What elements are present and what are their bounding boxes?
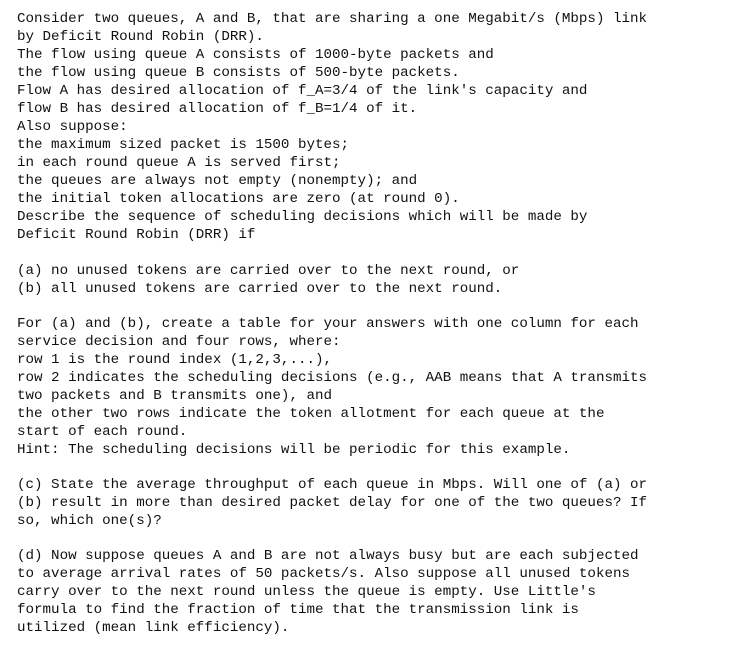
text-line: in each round queue A is served first;: [17, 155, 341, 171]
text-line: carry over to the next round unless the queue is empty. Use Little's: [17, 584, 596, 600]
text-line: formula to find the fraction of time that the transmission link is: [17, 602, 579, 618]
text-line: utilized (mean link efficiency).: [17, 620, 290, 636]
question-part-c: (c) State the average throughput of each queue in Mbps. Will one of (a) or: [17, 477, 648, 493]
text-line: the initial token allocations are zero (at round 0).: [17, 191, 460, 207]
text-line: flow B has desired allocation of f_B=1/4 of it.: [17, 101, 418, 117]
text-line: Describe the sequence of scheduling decisions which will be made by: [17, 209, 588, 225]
text-line: Also suppose:: [17, 119, 128, 135]
text-line: the flow using queue B consists of 500-byte packets.: [17, 65, 460, 81]
text-line: For (a) and (b), create a table for your answers with one column for each: [17, 316, 639, 332]
text-line: Flow A has desired allocation of f_A=3/4 of the link's capacity and: [17, 83, 588, 99]
question-part-b: (b) all unused tokens are carried over to the next round.: [17, 281, 503, 297]
hint-line: Hint: The scheduling decisions will be periodic for this example.: [17, 442, 571, 458]
text-line: service decision and four rows, where:: [17, 334, 341, 350]
text-line: the other two rows indicate the token allotment for each queue at the: [17, 406, 605, 422]
text-line: The flow using queue A consists of 1000-byte packets and: [17, 47, 494, 63]
text-line: Consider two queues, A and B, that are sharing a one Megabit/s (Mbps) link: [17, 11, 648, 27]
question-part-d: (d) Now suppose queues A and B are not always busy but are each subjected: [17, 548, 639, 564]
question-part-a: (a) no unused tokens are carried over to the next round, or: [17, 263, 520, 279]
text-line: Deficit Round Robin (DRR) if: [17, 227, 256, 243]
text-line: to average arrival rates of 50 packets/s. Also suppose all unused tokens: [17, 566, 630, 582]
text-line: the queues are always not empty (nonempty); and: [17, 173, 418, 189]
text-line: two packets and B transmits one), and: [17, 388, 333, 404]
text-line: so, which one(s)?: [17, 513, 162, 529]
text-line: start of each round.: [17, 424, 188, 440]
text-line: the maximum sized packet is 1500 bytes;: [17, 137, 350, 153]
text-line: (b) result in more than desired packet delay for one of the two queues? If: [17, 495, 648, 511]
text-line: row 2 indicates the scheduling decisions (e.g., AAB means that A transmits: [17, 370, 648, 386]
text-line: row 1 is the round index (1,2,3,...),: [17, 352, 333, 368]
text-line: by Deficit Round Robin (DRR).: [17, 29, 264, 45]
